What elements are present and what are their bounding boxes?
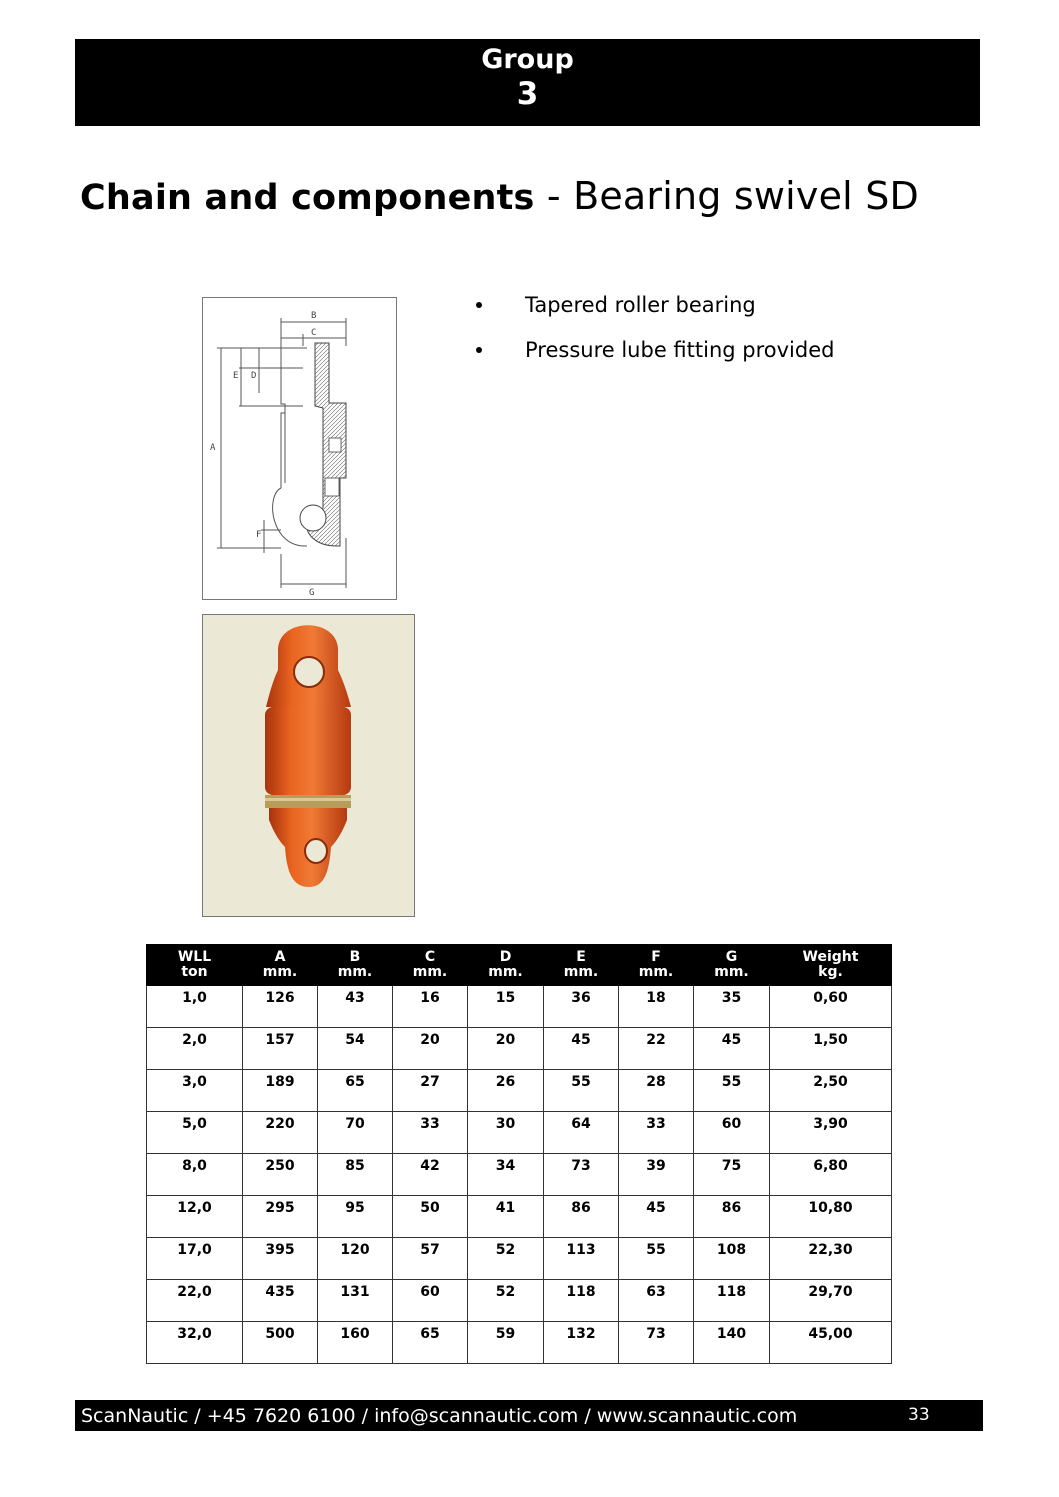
table-row <box>147 1322 892 1364</box>
table-row <box>147 1196 892 1238</box>
header-d: D mm. <box>468 945 544 986</box>
cell-weight: 0,60 <box>770 986 892 1028</box>
cell-c: 57 <box>393 1238 468 1280</box>
cell-weight: 29,70 <box>770 1280 892 1322</box>
cell-a: 395 <box>243 1238 318 1280</box>
cell-e: 45 <box>544 1028 619 1070</box>
cell-b: 43 <box>318 986 393 1028</box>
table-header <box>147 945 892 986</box>
cell-g: 60 <box>694 1112 770 1154</box>
table-row <box>147 1154 892 1196</box>
dimension-label-c: C <box>311 328 317 338</box>
title-category: Chain and components <box>80 178 535 218</box>
cell-wll: 8,0 <box>147 1154 243 1196</box>
cell-d: 52 <box>468 1238 544 1280</box>
cell-a: 500 <box>243 1322 318 1364</box>
cell-f: 73 <box>619 1322 694 1364</box>
cell-e: 132 <box>544 1322 619 1364</box>
page-title <box>80 172 919 222</box>
group-label: Group <box>481 44 574 75</box>
cell-c: 16 <box>393 986 468 1028</box>
dimension-label-a: A <box>210 443 216 453</box>
header-f: F mm. <box>619 945 694 986</box>
cell-c: 27 <box>393 1070 468 1112</box>
title-product: Bearing swivel SD <box>573 174 919 218</box>
cell-e: 118 <box>544 1280 619 1322</box>
table-row <box>147 1238 892 1280</box>
dimension-label-g: G <box>309 588 315 598</box>
cell-weight: 1,50 <box>770 1028 892 1070</box>
cell-a: 157 <box>243 1028 318 1070</box>
dimension-label-d: D <box>251 371 257 381</box>
cell-g: 35 <box>694 986 770 1028</box>
cell-a: 250 <box>243 1154 318 1196</box>
footer-contact: ScanNautic / +45 7620 6100 / info@scannautic.com / www.scannautic.com <box>81 1405 798 1427</box>
cell-d: 30 <box>468 1112 544 1154</box>
cell-f: 22 <box>619 1028 694 1070</box>
cell-a: 220 <box>243 1112 318 1154</box>
product-photo <box>202 614 415 917</box>
cell-d: 59 <box>468 1322 544 1364</box>
header-weight: Weight kg. <box>770 945 892 986</box>
feature-text: Pressure lube fitting provided <box>525 338 835 362</box>
swivel-cross-section-drawing <box>203 298 396 599</box>
table-row <box>147 1112 892 1154</box>
cell-wll: 17,0 <box>147 1238 243 1280</box>
cell-d: 15 <box>468 986 544 1028</box>
cell-c: 65 <box>393 1322 468 1364</box>
dimension-label-f: F <box>256 530 262 540</box>
cell-f: 33 <box>619 1112 694 1154</box>
bearing-swivel-illustration <box>203 615 414 916</box>
cell-a: 189 <box>243 1070 318 1112</box>
header-g: G mm. <box>694 945 770 986</box>
table-row <box>147 986 892 1028</box>
header-wll: WLL ton <box>147 945 243 986</box>
cell-d: 20 <box>468 1028 544 1070</box>
cell-f: 55 <box>619 1238 694 1280</box>
cell-e: 73 <box>544 1154 619 1196</box>
cell-b: 131 <box>318 1280 393 1322</box>
cell-e: 113 <box>544 1238 619 1280</box>
cell-g: 108 <box>694 1238 770 1280</box>
cell-g: 86 <box>694 1196 770 1238</box>
table-row <box>147 1028 892 1070</box>
cell-f: 45 <box>619 1196 694 1238</box>
feature-text: Tapered roller bearing <box>525 293 756 317</box>
cell-wll: 2,0 <box>147 1028 243 1070</box>
cell-weight: 22,30 <box>770 1238 892 1280</box>
header-c: C mm. <box>393 945 468 986</box>
header-e: E mm. <box>544 945 619 986</box>
cell-f: 28 <box>619 1070 694 1112</box>
table-row <box>147 1070 892 1112</box>
bullet-icon <box>476 347 482 353</box>
cell-b: 160 <box>318 1322 393 1364</box>
table-body <box>147 986 892 1364</box>
header-row <box>147 945 892 986</box>
cell-weight: 45,00 <box>770 1322 892 1364</box>
cell-e: 86 <box>544 1196 619 1238</box>
bullet-icon <box>476 302 482 308</box>
cell-wll: 22,0 <box>147 1280 243 1322</box>
cell-f: 39 <box>619 1154 694 1196</box>
cell-g: 75 <box>694 1154 770 1196</box>
cell-weight: 10,80 <box>770 1196 892 1238</box>
cell-e: 64 <box>544 1112 619 1154</box>
cell-b: 85 <box>318 1154 393 1196</box>
footer-bar <box>75 1400 983 1431</box>
cell-d: 26 <box>468 1070 544 1112</box>
cell-f: 18 <box>619 986 694 1028</box>
title-separator: - <box>534 174 574 218</box>
cell-c: 60 <box>393 1280 468 1322</box>
technical-drawing <box>202 297 397 600</box>
cell-wll: 5,0 <box>147 1112 243 1154</box>
table-row <box>147 1280 892 1322</box>
cell-c: 20 <box>393 1028 468 1070</box>
cell-wll: 1,0 <box>147 986 243 1028</box>
group-number: 3 <box>516 76 539 112</box>
group-header <box>75 39 980 126</box>
cell-g: 140 <box>694 1322 770 1364</box>
cell-f: 63 <box>619 1280 694 1322</box>
cell-g: 118 <box>694 1280 770 1322</box>
cell-g: 45 <box>694 1028 770 1070</box>
cell-b: 65 <box>318 1070 393 1112</box>
cell-c: 50 <box>393 1196 468 1238</box>
page-number: 33 <box>908 1405 930 1425</box>
cell-c: 33 <box>393 1112 468 1154</box>
cell-b: 70 <box>318 1112 393 1154</box>
cell-d: 52 <box>468 1280 544 1322</box>
cell-d: 34 <box>468 1154 544 1196</box>
cell-e: 55 <box>544 1070 619 1112</box>
cell-b: 95 <box>318 1196 393 1238</box>
cell-b: 120 <box>318 1238 393 1280</box>
cell-wll: 12,0 <box>147 1196 243 1238</box>
cell-g: 55 <box>694 1070 770 1112</box>
dimension-label-e: E <box>233 371 239 381</box>
cell-e: 36 <box>544 986 619 1028</box>
cell-weight: 2,50 <box>770 1070 892 1112</box>
cell-d: 41 <box>468 1196 544 1238</box>
cell-wll: 32,0 <box>147 1322 243 1364</box>
cell-b: 54 <box>318 1028 393 1070</box>
cell-a: 435 <box>243 1280 318 1322</box>
specification-table <box>146 944 892 1364</box>
cell-wll: 3,0 <box>147 1070 243 1112</box>
cell-a: 126 <box>243 986 318 1028</box>
header-a: A mm. <box>243 945 318 986</box>
dimension-label-b: B <box>311 311 317 321</box>
cell-c: 42 <box>393 1154 468 1196</box>
cell-weight: 6,80 <box>770 1154 892 1196</box>
cell-a: 295 <box>243 1196 318 1238</box>
header-b: B mm. <box>318 945 393 986</box>
cell-weight: 3,90 <box>770 1112 892 1154</box>
